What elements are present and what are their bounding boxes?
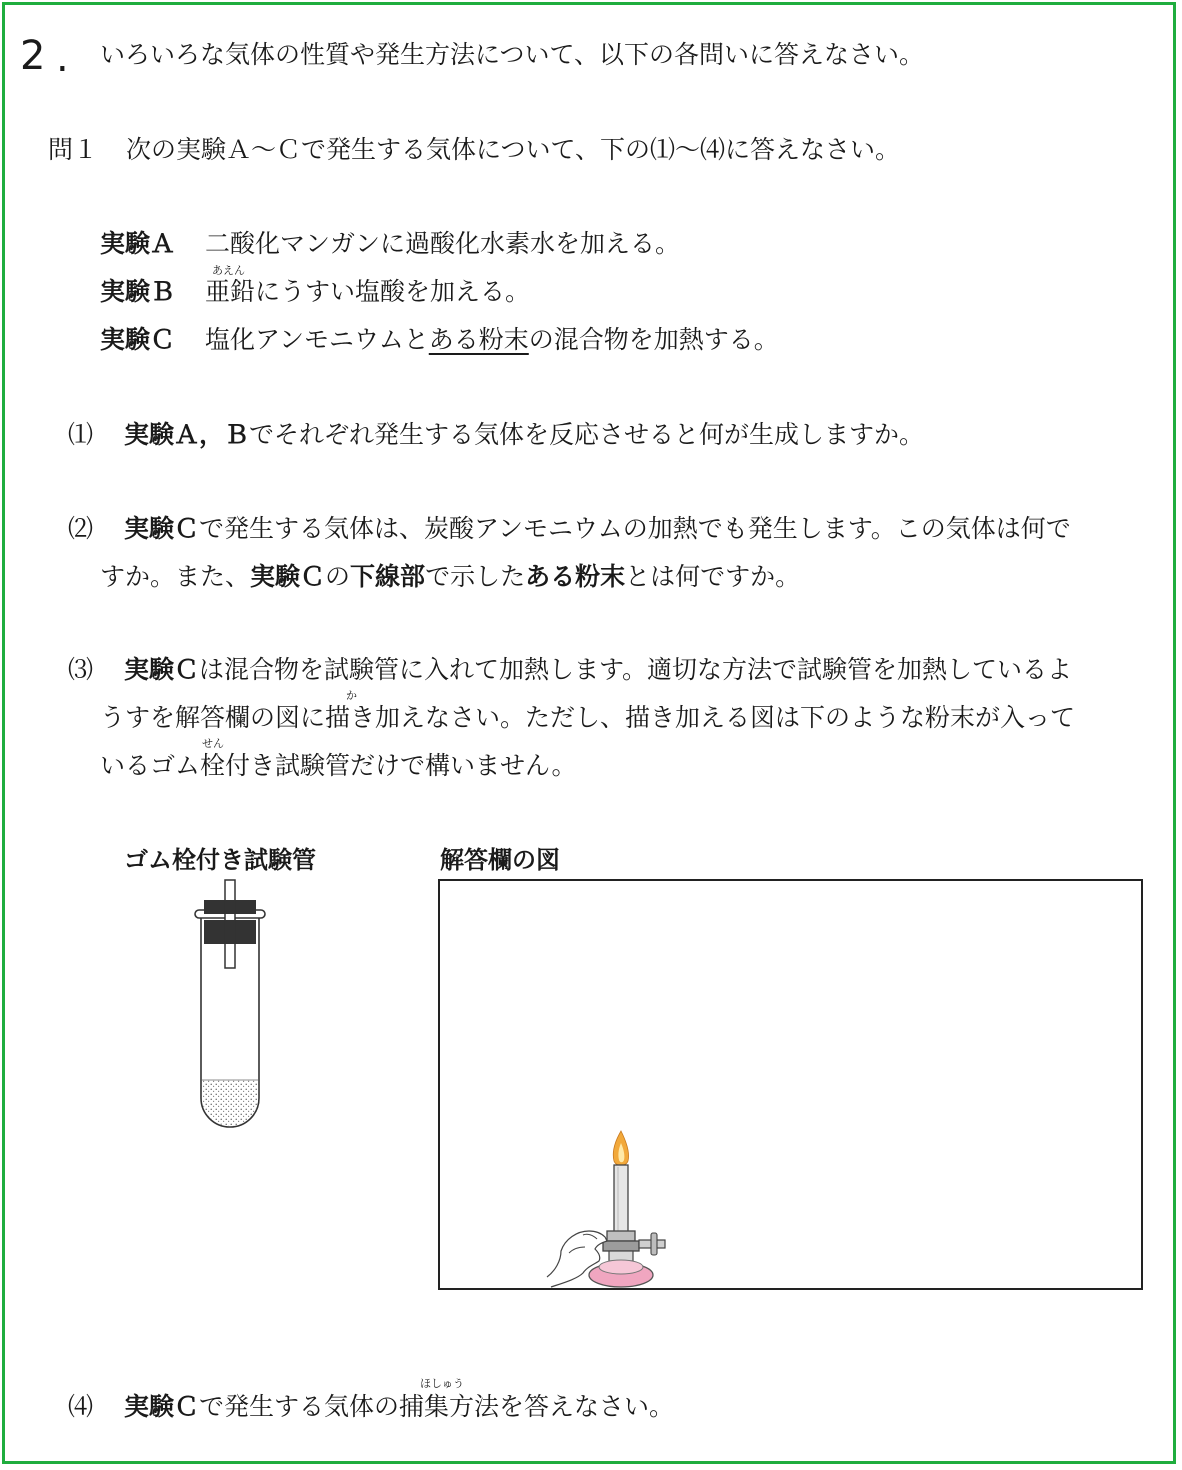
sub3-line1 <box>124 653 1072 687</box>
sub2-bold3: 下線部 <box>350 562 426 591</box>
sub2-line1-body: で発生する気体は、炭酸アンモニウムの加熱でも発生します。この気体は何で <box>199 514 1071 543</box>
sub3-line2 <box>100 701 1075 735</box>
air-regulator <box>607 1231 635 1241</box>
sub3-furigana-2: せん <box>202 737 224 750</box>
experiment-b-furigana: あえん <box>212 264 245 277</box>
burner-barrel <box>614 1165 628 1233</box>
sub2-line1 <box>124 512 1071 546</box>
sub3-line3-pre: いるゴム <box>100 751 201 780</box>
sub2-bold4: ある粉末 <box>525 562 626 591</box>
sub3-line2-pre: うすを解答欄の図に <box>100 703 326 732</box>
sub4-kanji: 捕集 <box>399 1392 450 1421</box>
experiment-c-text <box>205 323 779 357</box>
sub3-line3 <box>100 749 577 783</box>
sub4-post: 方法を答えなさい。 <box>449 1392 675 1421</box>
sub4-number: ⑷ <box>68 1392 94 1421</box>
answer-caption: 解答欄の図 <box>440 846 560 874</box>
sub2-line2 <box>100 560 800 594</box>
question-number-dot: . <box>56 35 69 81</box>
question-intro: いろいろな気体の性質や発生方法について、以下の各問いに答えなさい。 <box>100 40 925 69</box>
sub3-line1-body: は混合物を試験管に入れて加熱します。適切な方法で試験管を加熱しているよ <box>199 655 1073 684</box>
experiment-b-text <box>205 275 530 309</box>
sub2-line2-pre: すか。また、 <box>100 562 251 591</box>
sub3-line3-post: 付き試験管だけで構いません。 <box>225 751 577 780</box>
sub1-body: でそれぞれ発生する気体を反応させると何が生成しますか。 <box>249 420 925 449</box>
sub4-bold: 実験Ｃ <box>124 1392 200 1421</box>
mon1-label: 問１ <box>48 135 99 164</box>
experiment-c-label: 実験Ｃ <box>100 325 176 354</box>
test-tube-illustration <box>180 878 300 1138</box>
sub2-number: ⑵ <box>68 514 94 543</box>
mon1-text: 次の実験Ａ～Ｃで発生する気体について、下の⑴～⑷に答えなさい。 <box>126 135 901 164</box>
gas-regulator <box>603 1241 639 1251</box>
sub4-pre: で発生する気体の <box>199 1392 400 1421</box>
experiment-b-kanji: 亜鉛 <box>205 277 256 306</box>
tube-caption: ゴム栓付き試験管 <box>124 846 316 874</box>
sub1-number: ⑴ <box>68 420 94 449</box>
sub3-number: ⑶ <box>68 655 94 684</box>
sub3-bold: 実験Ｃ <box>124 655 200 684</box>
gas-burner-illustration <box>543 1127 683 1297</box>
sub4-furigana: ほしゅう <box>420 1377 464 1390</box>
experiment-c-underlined: ある粉末 <box>428 325 529 354</box>
sub3-furigana-1: か <box>346 689 357 702</box>
experiment-b-label: 実験Ｂ <box>100 277 176 306</box>
sub1-bold: 実験Ａ，Ｂ <box>124 420 250 449</box>
sub2-line2-mid: の <box>325 562 351 591</box>
sub4-text <box>124 1390 674 1424</box>
sub3-kanji1: 描 <box>325 703 351 732</box>
sub2-bold1: 実験Ｃ <box>124 514 200 543</box>
experiment-a-label: 実験Ａ <box>100 229 176 258</box>
sub3-kanji2: 栓 <box>200 751 226 780</box>
sub1-text <box>124 418 924 452</box>
experiment-b-rest: にうすい塩酸を加える。 <box>255 277 531 306</box>
question-number: 2 <box>20 33 48 79</box>
sub3-line2-post: き加えなさい。ただし、描き加える図は下のような粉末が入って <box>350 703 1076 732</box>
experiment-c-post: の混合物を加熱する。 <box>528 325 779 354</box>
experiment-a-text: 二酸化マンガンに過酸化水素水を加える。 <box>205 229 681 258</box>
sub2-bold2: 実験Ｃ <box>250 562 326 591</box>
sub2-line2-post: とは何ですか。 <box>625 562 801 591</box>
experiment-c-pre: 塩化アンモニウムと <box>205 325 429 354</box>
sub2-line2-mid2: で示した <box>425 562 526 591</box>
